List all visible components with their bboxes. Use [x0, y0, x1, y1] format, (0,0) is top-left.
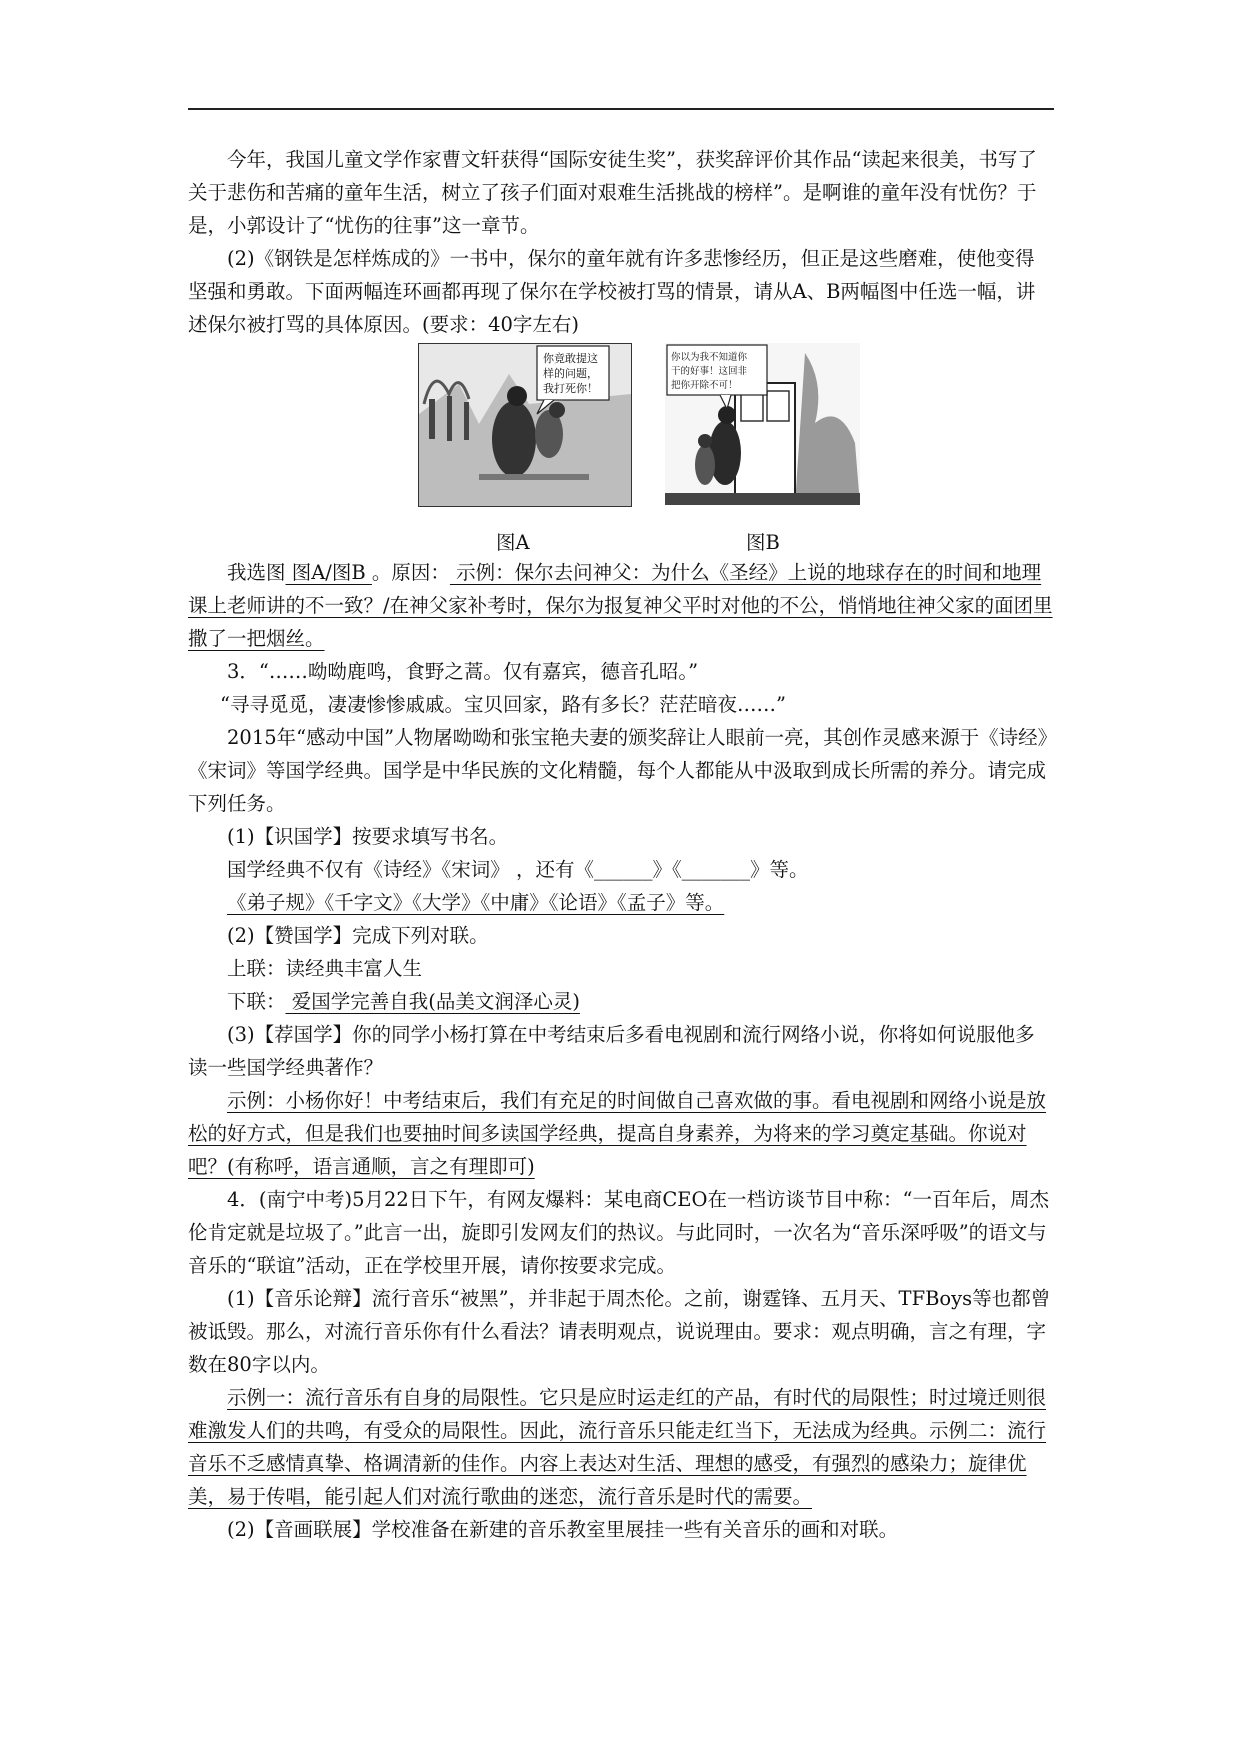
document-page	[188, 143, 1054, 1546]
couplet-lower-answer: 爱国学完善自我(品美文润泽心灵)	[285, 990, 580, 1013]
answer-2-2-text: 示例：保尔去问神父：为什么《圣经》上说的地球存在的时间和地理课上老师讲的不一致？/在神父家补考时，保尔为报复神父平时对他的不公，悄悄地往神父家的面团里撒了一把烟丝。	[188, 561, 1053, 650]
figure-b-illustration	[665, 343, 860, 505]
answer-3-3	[188, 1084, 1054, 1183]
answer-3-1	[188, 886, 1054, 919]
figure-b-bubble-line-1: 你以为我不知道你	[671, 352, 748, 363]
couplet-lower	[188, 985, 1054, 1018]
figure-b-bubble-line-3: 把你开除不可！	[671, 380, 738, 391]
question-3-2: (2)【赞国学】完成下列对联。	[227, 924, 489, 947]
figure-b-caption: 图B	[746, 531, 780, 554]
answer-3-3-text: 示例：小杨你好！中考结束后，我们有充足的时间做自己喜欢做的事。看电视剧和网络小说是放松的好方式，但是我们也要抽时间多读国学经典，提高自身素养，为将来的学习奠定基础。你说对吧？(有称呼，语言通顺，言之有理即可)	[188, 1089, 1047, 1178]
answer-2-2	[188, 556, 1054, 655]
figure-row	[188, 343, 1054, 556]
couplet-upper: 上联：读经典丰富人生	[227, 957, 423, 980]
question-3-1: (1)【识国学】按要求填写书名。	[227, 825, 509, 848]
figure-a-caption: 图A	[496, 531, 530, 554]
question-3-quote: “寻寻觅觅，凄凄惨惨戚戚。宝贝回家，路有多长？茫茫暗夜……”	[220, 693, 786, 716]
question-4-intro: 4．(南宁中考)5月22日下午，有网友爆料：某电商CEO在一档访谈节目中称：“一百年后，周杰伦肯定就是垃圾了。”此言一出，旋即引发网友们的热议。与此同时，一次名为“音乐深呼吸”的语文与音乐的“联谊”活动，正在学校里开展，请你按要求完成。	[188, 1188, 1049, 1277]
question-4-1: (1)【音乐论辩】流行音乐“被黑”，并非起于周杰伦。之前，谢霆锋、五月天、TFBoys等也都曾被诋毁。那么，对流行音乐你有什么看法？请表明观点，说说理由。要求：观点明确，言之有理，字数在80字以内。	[188, 1287, 1051, 1376]
figure-b-bubble-line-2: 干的好事！这回非	[671, 366, 748, 377]
couplet-lower-label: 下联：	[227, 990, 286, 1013]
question-3-3: (3)【荐国学】你的同学小杨打算在中考结束后多看电视剧和流行网络小说，你将如何说服他多读一些国学经典著作？	[188, 1023, 1035, 1079]
figure-a-bubble-line-1: 你竟敢提这	[543, 352, 598, 365]
figure-a-bubble-line-3: 我打死你！	[543, 382, 598, 395]
answer-4-1	[188, 1381, 1054, 1513]
question-2-2: (2)《钢铁是怎样炼成的》一书中，保尔的童年就有许多悲惨经历，但正是这些磨难，使他变得坚强和勇敢。下面两幅连环画都再现了保尔在学校被打骂的情景，请从A、B两幅图中任选一幅，讲述保尔被打骂的具体原因。(要求：40字左右)	[188, 247, 1036, 336]
answer-3-1-text: 《弟子规》《千字文》《大学》《中庸》《论语》《孟子》等。	[227, 891, 725, 914]
question-3-1-prompt: 国学经典不仅有《诗经》《宋词》 ，还有《______》《_______》等。	[227, 858, 809, 881]
intro-paragraph: 今年，我国儿童文学作家曹文轩获得“国际安徒生奖”，获奖辞评价其作品“读起来很美，书写了关于悲伤和苦痛的童年生活，树立了孩子们面对艰难生活挑战的榜样”。是啊谁的童年没有忧伤？于是，小郭设计了“忧伤的往事”这一章节。	[188, 148, 1037, 237]
question-4-2: (2)【音画联展】学校准备在新建的音乐教室里展挂一些有关音乐的画和对联。	[227, 1518, 899, 1541]
answer-2-2-mid: 。原因：	[371, 561, 450, 584]
question-3-title: 3．“……呦呦鹿鸣，食野之蒿。仅有嘉宾，德音孔昭。”	[227, 660, 699, 683]
answer-4-1-text: 示例一：流行音乐有自身的局限性。它只是应时运走红的产品，有时代的局限性；时过境迁则很难激发人们的共鸣，有受众的局限性。因此，流行音乐只能走红当下，无法成为经典。示例二：流行音乐不乏感情真挚、格调清新的佳作。内容上表达对生活、理想的感受，有强烈的感染力；旋律优美，易于传唱，能引起人们对流行歌曲的迷恋，流行音乐是时代的需要。	[188, 1386, 1047, 1508]
question-3-intro: 2015年“感动中国”人物屠呦呦和张宝艳夫妻的颁奖辞让人眼前一亮，其创作灵感来源于《诗经》《宋词》等国学经典。国学是中华民族的文化精髓，每个人都能从中汲取到成长所需的养分。请完成下列任务。	[188, 726, 1048, 815]
figure-a-illustration	[418, 343, 632, 507]
answer-2-2-choice: 图A/图B	[285, 561, 372, 584]
figure-a-bubble-line-2: 样的问题，	[543, 367, 598, 380]
answer-2-2-prefix: 我选图	[227, 561, 286, 584]
header-rule	[188, 108, 1054, 110]
